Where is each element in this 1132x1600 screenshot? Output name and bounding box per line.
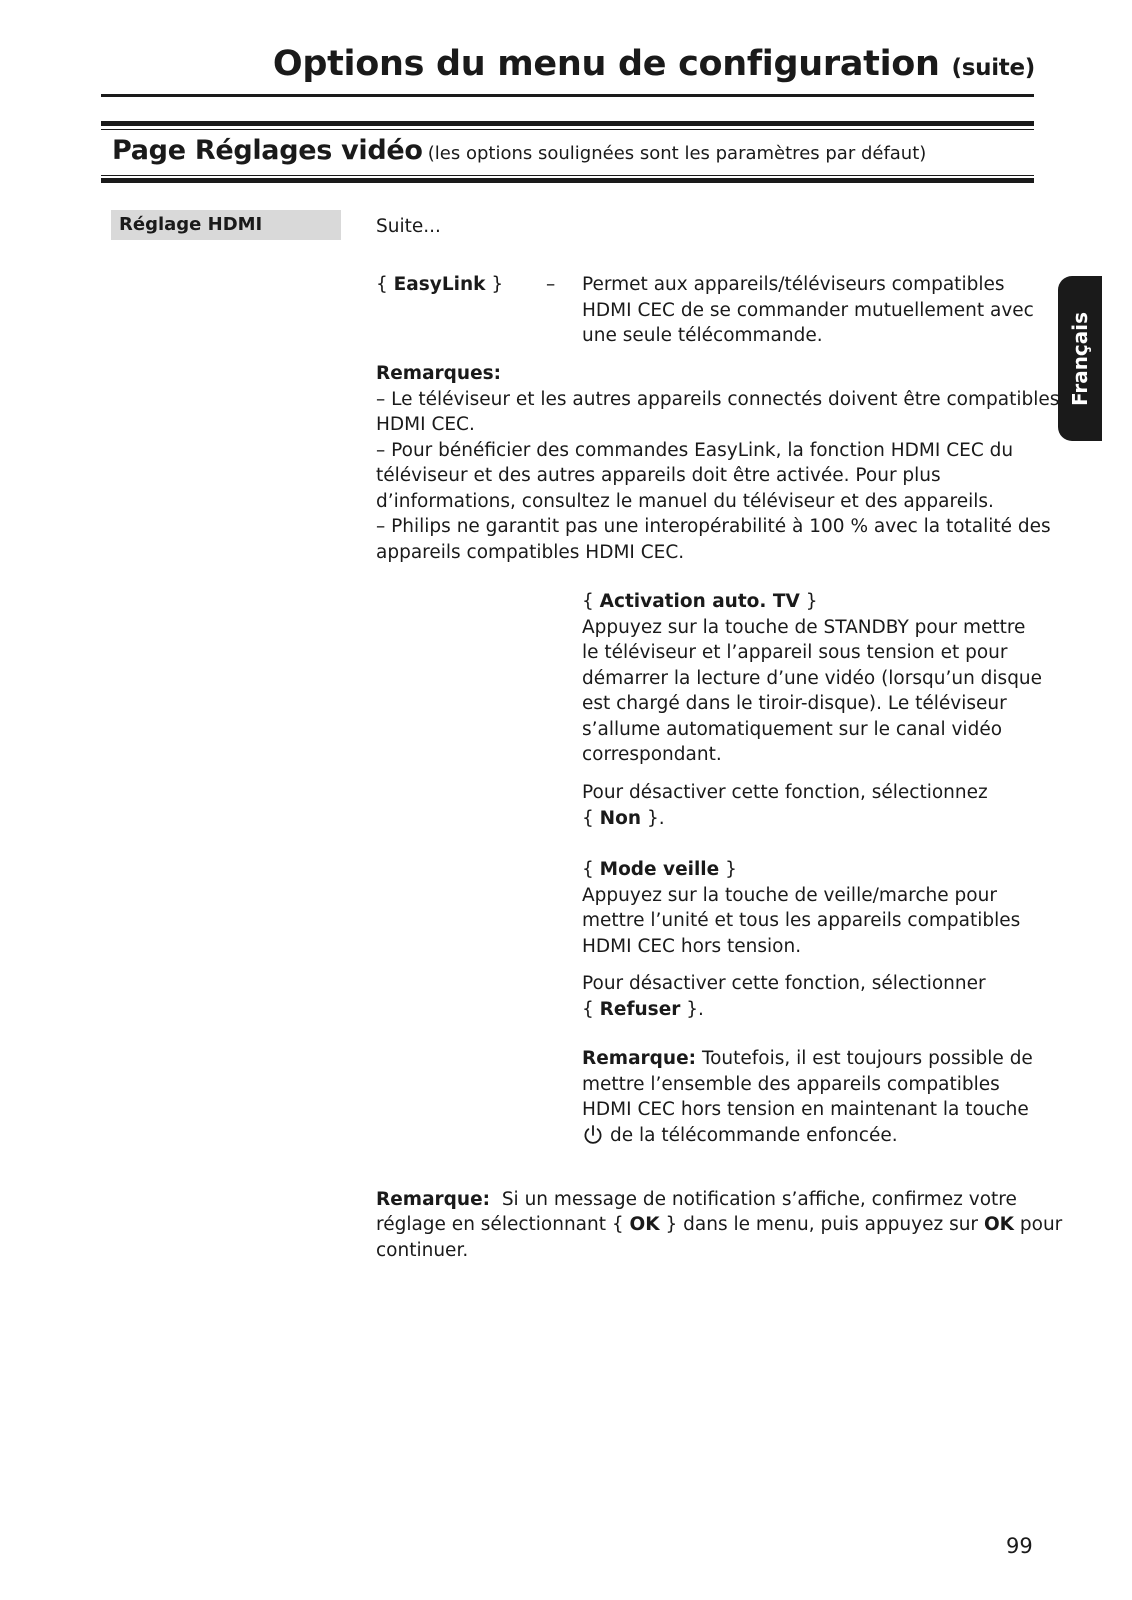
brace-open: {	[582, 591, 594, 612]
final-remark-label: Remarque:	[376, 1189, 491, 1210]
final-remark-text: réglage en sélectionnant {	[376, 1214, 624, 1235]
brace-close: }.	[646, 808, 665, 829]
page-title-text: Options du menu de configuration	[272, 44, 940, 84]
remarques-title: Remarques:	[376, 363, 502, 384]
mode-veille-remark-line: mettre l’ensemble des appareils compatibles	[582, 1074, 1000, 1095]
mode-veille-remark-line	[582, 1046, 1033, 1072]
easylink-dash: –	[546, 274, 556, 295]
remark-text: de la télécommande enfoncée.	[610, 1125, 898, 1146]
activation-line: est chargé dans le tiroir-disque). Le téléviseur	[582, 693, 1007, 714]
remarques-line: appareils compatibles HDMI CEC.	[376, 542, 685, 563]
mode-veille-name: Mode veille	[599, 859, 720, 880]
power-icon	[582, 1124, 604, 1154]
remark-text: Toutefois, il est toujours possible de	[701, 1048, 1033, 1069]
final-remark-line: continuer.	[376, 1240, 469, 1261]
value-non: Non	[599, 808, 642, 829]
activation-line: correspondant.	[582, 744, 722, 765]
brace-open: {	[582, 808, 594, 829]
remarques-line: HDMI CEC.	[376, 414, 475, 435]
mode-veille-line: HDMI CEC hors tension.	[582, 936, 802, 957]
activation-line: démarrer la lecture d’une vidéo (lorsqu’un disque	[582, 668, 1043, 689]
easylink-option	[376, 272, 503, 298]
mode-veille-line: mettre l’unité et tous les appareils compatibles	[582, 910, 1021, 931]
easylink-desc-line: Permet aux appareils/téléviseurs compatibles	[582, 274, 1005, 295]
brace-open: {	[582, 859, 594, 880]
final-remark-line	[376, 1212, 1062, 1238]
final-remark-text: } dans le menu, puis appuyez sur	[665, 1214, 979, 1235]
language-tab	[1058, 276, 1102, 441]
section-rule-top-thick	[101, 121, 1034, 126]
easylink-desc-line: une seule télécommande.	[582, 325, 823, 346]
sidebar-label: Réglage HDMI	[111, 210, 341, 240]
page-title-suffix: (suite)	[951, 55, 1035, 81]
remarques-line: – Pour bénéficier des commandes EasyLink, la fonction HDMI CEC du	[376, 440, 1014, 461]
remarques-line: d’informations, consultez le manuel du téléviseur et des appareils.	[376, 491, 994, 512]
header-rule	[101, 94, 1034, 97]
brace-close: }	[491, 274, 504, 295]
final-remark-text: Si un message de notification s’affiche, confirmez votre	[501, 1189, 1017, 1210]
suite-text: Suite...	[376, 216, 441, 237]
ok-key: OK	[983, 1214, 1014, 1235]
remarques-line: téléviseur et des autres appareils doit être activée. Pour plus	[376, 465, 941, 486]
mode-veille-remark-line	[582, 1123, 898, 1154]
easylink-desc-line: HDMI CEC de se commander mutuellement avec	[582, 300, 1034, 321]
mode-veille-line: Appuyez sur la touche de veille/marche pour	[582, 885, 997, 906]
activation-disable-value	[582, 806, 665, 832]
value-refuser: Refuser	[599, 999, 681, 1020]
brace-open: {	[582, 999, 594, 1020]
remarques-line: – Philips ne garantit pas une interopérabilité à 100 % avec la totalité des	[376, 516, 1051, 537]
activation-line: s’allume automatiquement sur le canal vidéo	[582, 719, 1003, 740]
remarques-line: – Le téléviseur et les autres appareils connectés doivent être compatibles	[376, 389, 1060, 410]
section-title-main: Page Réglages vidéo	[112, 135, 423, 166]
activation-name: Activation auto. TV	[599, 591, 800, 612]
activation-line: Appuyez sur la touche de STANDBY pour mettre	[582, 617, 1026, 638]
section-title	[112, 135, 926, 166]
mode-veille-remark-line: HDMI CEC hors tension en maintenant la touche	[582, 1099, 1029, 1120]
section-rule-bottom-thick	[101, 178, 1034, 183]
brace-open: {	[376, 274, 388, 295]
brace-close: }	[805, 591, 818, 612]
remark-label: Remarque:	[582, 1048, 697, 1069]
final-remark-text: pour	[1019, 1214, 1063, 1235]
section-rule-bottom-thin	[101, 175, 1034, 176]
mode-veille-disable-line: Pour désactiver cette fonction, sélectionner	[582, 973, 986, 994]
mode-veille-option	[582, 857, 737, 883]
final-remark-line	[376, 1187, 1017, 1213]
easylink-name: EasyLink	[393, 274, 486, 295]
page-number: 99	[1006, 1534, 1033, 1558]
section-title-note: (les options soulignées sont les paramètres par défaut)	[427, 143, 927, 164]
brace-close: }	[725, 859, 737, 880]
language-tab-label: Français	[1068, 311, 1092, 406]
mode-veille-disable-value	[582, 997, 704, 1023]
activation-disable-line: Pour désactiver cette fonction, sélectionnez	[582, 782, 988, 803]
section-rule-top-thin	[101, 129, 1034, 130]
ok-value: OK	[629, 1214, 660, 1235]
activation-option	[582, 589, 817, 615]
activation-line: le téléviseur et l’appareil sous tension et pour	[582, 642, 1008, 663]
brace-close: }.	[686, 999, 704, 1020]
page-title	[273, 44, 1035, 84]
